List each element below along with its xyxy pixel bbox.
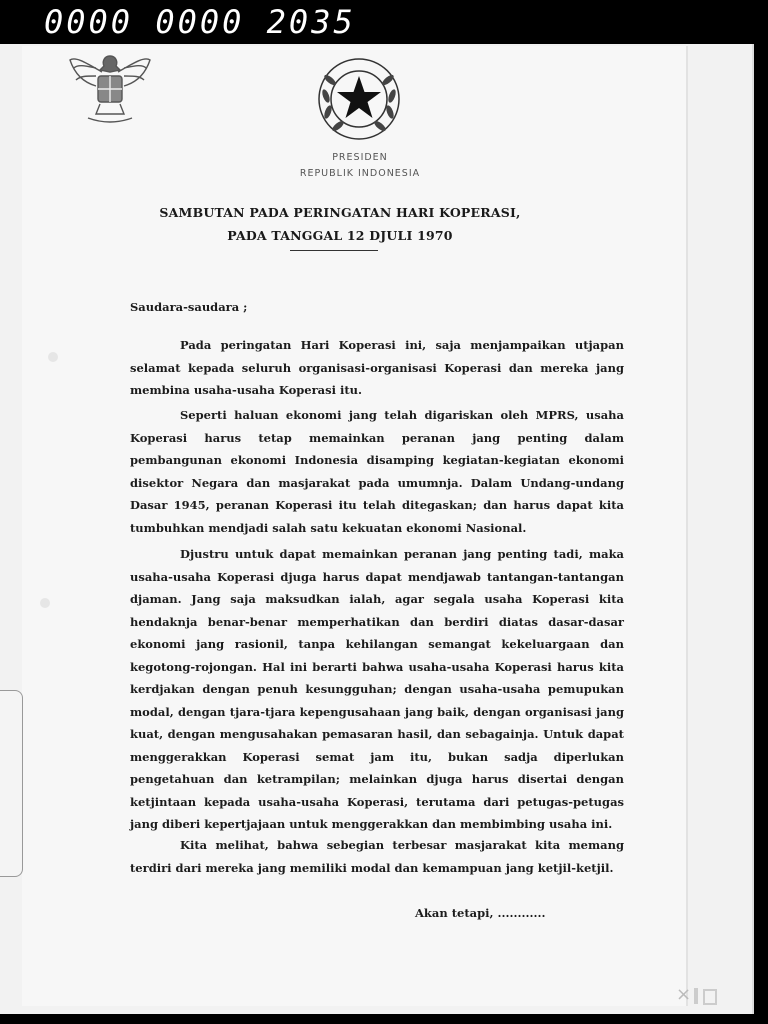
paragraph-text: Seperti haluan ekonomi jang telah digariskan oleh MPRS, usaha Koperasi harus tetap memainkan peranan jang penting dalam pembangunan ekonomi Indonesia disamping kegiatan-kegiatan ekonomi disektor Negara dan masjarakat pada umumnja. Dalam Undang-undang Dasar 1945, peranan Koperasi itu telah ditegaskan; dan harus dapat kita tumbuhkan mendjadi salah satu kekuatan ekonomi Nasional. bbox=[130, 408, 624, 535]
office-title-line2: REPUBLIK INDONESIA bbox=[299, 168, 421, 179]
page-corner-marks bbox=[692, 986, 728, 1006]
paragraph-text: Djustru untuk dapat memainkan peranan jang penting tadi, maka usaha-usaha Koperasi djuga harus dapat mendjawab tantangan-tantangan djaman. Jang saja maksudkan ialah, agar segala usaha Koperasi kita hendaknja benar-benar memperhatikan dan berdiri diatas dasar-dasar ekonomi jang rasionil, tanpa kehilangan semangat kekeluargaan dan kegotong-rojongan. Hal ini berarti bahwa usaha-usaha Koperasi harus kita kerdjakan dengan penuh kesungguhan; dengan usaha-usaha pemupukan modal, dengan tjara-tjara kepengusahaan jang baik, dengan organisasi jang kuat, dengan mengusahakan pemasaran hasil, dan sebagainja. Untuk dapat menggerakkan Koperasi semat jam itu, bukan sadja diperlukan pengetahuan dan ketrampilan; melainkan djuga harus disertai dengan ketjintaan kepada usaha-usaha Koperasi, terutama dari petugas-petugas jang diberi kepertjajaan untuk menggerakkan dan membimbing usaha ini. bbox=[130, 547, 624, 831]
microfilm-frame-number: 0000 0000 2035 bbox=[44, 3, 356, 41]
punch-hole bbox=[40, 598, 50, 608]
office-title-line1: PRESIDEN bbox=[332, 152, 388, 163]
paragraph-4 bbox=[130, 834, 624, 879]
document-title-line1: SAMBUTAN PADA PERINGATAN HARI KOPERASI, bbox=[159, 205, 521, 220]
paragraph-2 bbox=[130, 404, 624, 539]
punch-hole bbox=[48, 352, 58, 362]
paragraph-text: Pada peringatan Hari Koperasi ini, saja menjampaikan utjapan selamat kepada seluruh organisasi-organisasi Koperasi dan mereka jang membina usaha-usaha Koperasi itu. bbox=[130, 338, 624, 397]
closing-line: Akan tetapi, ............ bbox=[415, 906, 546, 920]
paragraph-1 bbox=[130, 334, 624, 402]
paragraph-3 bbox=[130, 543, 624, 836]
document-title-line2: PADA TANGGAL 12 DJULI 1970 bbox=[227, 228, 453, 243]
salutation: Saudara-saudara ; bbox=[130, 300, 248, 314]
paragraph-text: Kita melihat, bahwa sebegian terbesar masjarakat kita memang terdiri dari mereka jang memiliki modal dan kemampuan jang ketjil-ketjil. bbox=[130, 838, 624, 875]
corner-mark: × bbox=[676, 984, 692, 1005]
garuda-emblem-icon bbox=[66, 46, 154, 128]
title-underline bbox=[290, 250, 378, 251]
presidential-seal-icon bbox=[316, 56, 402, 142]
binder-tab bbox=[0, 690, 23, 877]
